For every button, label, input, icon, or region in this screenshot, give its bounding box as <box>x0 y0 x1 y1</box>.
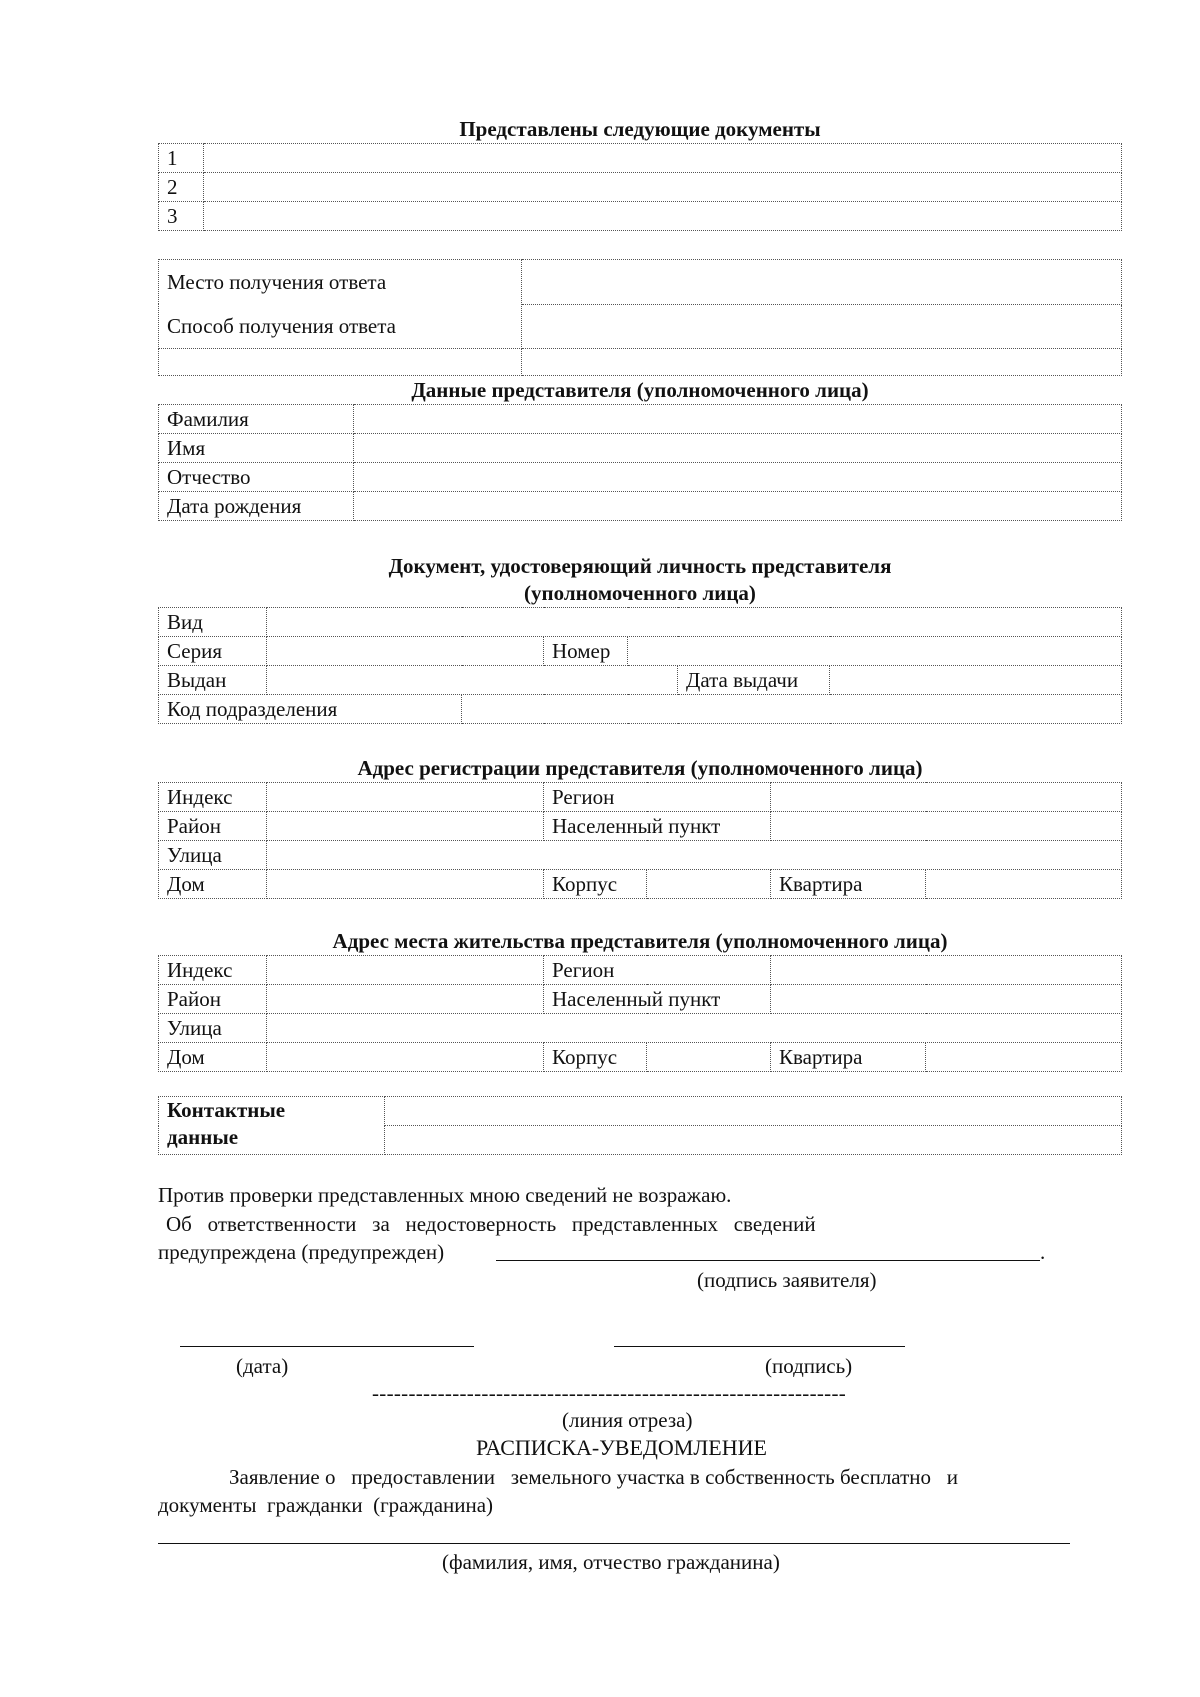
declaration-period: . <box>1040 1240 1046 1264</box>
table-row <box>159 608 1122 637</box>
table-row <box>159 349 1122 376</box>
doc-number-field[interactable] <box>628 637 1122 666</box>
first-name-label: Имя <box>159 434 354 463</box>
table-row <box>159 985 1122 1014</box>
table-row <box>159 434 1122 463</box>
signature-caption: (подпись) <box>765 1354 853 1378</box>
registration-address-title: Адрес регистрации представителя (уполномоченного лица) <box>357 756 923 780</box>
table-row <box>159 666 1122 695</box>
doc-issue-date-field[interactable] <box>830 666 1122 695</box>
date-caption: (дата) <box>236 1354 289 1378</box>
res-street-label: Улица <box>159 1014 267 1043</box>
table-row <box>159 463 1122 492</box>
table-row <box>159 783 1122 812</box>
id-document-title-line2: (уполномоченного лица) <box>524 581 756 605</box>
res-apartment-field[interactable] <box>926 1043 1122 1072</box>
documents-title: Представлены следующие документы <box>459 117 821 141</box>
doc-issue-date-label: Дата выдачи <box>678 666 830 695</box>
applicant-signature-caption: (подпись заявителя) <box>697 1268 877 1292</box>
cut-caption: (линия отреза) <box>562 1408 693 1432</box>
contacts-field-1[interactable] <box>385 1097 1122 1126</box>
declaration-line3: предупреждена (предупрежден) <box>158 1240 445 1264</box>
patronymic-field[interactable] <box>354 463 1122 492</box>
table-row <box>159 1014 1122 1043</box>
division-code-field[interactable] <box>462 695 1122 724</box>
representative-table <box>158 404 1122 521</box>
table-row <box>159 841 1122 870</box>
res-locality-label: Населенный пункт <box>544 985 771 1014</box>
last-name-label: Фамилия <box>159 405 354 434</box>
division-code-label: Код подразделения <box>159 695 462 724</box>
reg-region-label: Регион <box>544 783 771 812</box>
response-method-spacer <box>159 349 522 376</box>
id-document-table <box>158 607 1122 724</box>
reg-house-label: Дом <box>159 870 267 899</box>
document-row-number: 3 <box>159 202 204 231</box>
reg-building-field[interactable] <box>647 870 771 899</box>
res-locality-field[interactable] <box>771 985 1122 1014</box>
contacts-label-line2: данные <box>167 1125 239 1149</box>
doc-number-label: Номер <box>544 637 628 666</box>
table-row <box>159 1043 1122 1072</box>
patronymic-label: Отчество <box>159 463 354 492</box>
document-row-number: 2 <box>159 173 204 202</box>
signature-line[interactable] <box>614 1346 905 1347</box>
document-1-field[interactable] <box>204 144 1122 173</box>
res-house-field[interactable] <box>267 1043 544 1072</box>
reg-building-label: Корпус <box>544 870 647 899</box>
citizen-name-line[interactable] <box>158 1543 1070 1544</box>
reg-region-field[interactable] <box>771 783 1122 812</box>
response-method-field[interactable] <box>522 349 1122 376</box>
table-row <box>159 637 1122 666</box>
doc-issued-field[interactable] <box>267 666 678 695</box>
citizen-name-caption: (фамилия, имя, отчество гражданина) <box>442 1550 780 1574</box>
res-apartment-label: Квартира <box>771 1043 926 1072</box>
contacts-label <box>159 1097 385 1155</box>
doc-type-field[interactable] <box>267 608 1122 637</box>
table-row <box>159 492 1122 521</box>
res-region-label: Регион <box>544 956 771 985</box>
res-house-label: Дом <box>159 1043 267 1072</box>
contacts-table <box>158 1096 1122 1155</box>
res-region-field[interactable] <box>771 956 1122 985</box>
reg-locality-label: Населенный пункт <box>544 812 771 841</box>
table-row <box>159 405 1122 434</box>
response-place-label: Место получения ответа <box>167 270 387 294</box>
contacts-field-2[interactable] <box>385 1126 1122 1155</box>
table-row <box>159 202 1122 231</box>
applicant-signature-line[interactable] <box>496 1260 1040 1261</box>
reg-index-label: Индекс <box>159 783 267 812</box>
res-building-label: Корпус <box>544 1043 647 1072</box>
receipt-title: РАСПИСКА-УВЕДОМЛЕНИЕ <box>476 1435 767 1460</box>
doc-series-label: Серия <box>159 637 267 666</box>
doc-type-label: Вид <box>159 608 267 637</box>
response-place-field[interactable] <box>522 260 1122 305</box>
res-district-label: Район <box>159 985 267 1014</box>
contacts-label-line1: Контактные <box>167 1098 286 1122</box>
date-line[interactable] <box>180 1346 474 1347</box>
cut-line: ----------------------------------------------------------------- <box>372 1381 847 1405</box>
table-row <box>159 173 1122 202</box>
res-index-field[interactable] <box>267 956 544 985</box>
reg-district-field[interactable] <box>267 812 544 841</box>
id-document-title-line1: Документ, удостоверяющий личность представителя <box>388 554 892 578</box>
table-row <box>159 1097 1122 1126</box>
residence-address-table <box>158 955 1122 1072</box>
reg-street-label: Улица <box>159 841 267 870</box>
document-2-field[interactable] <box>204 173 1122 202</box>
first-name-field[interactable] <box>354 434 1122 463</box>
reg-house-field[interactable] <box>267 870 544 899</box>
reg-district-label: Район <box>159 812 267 841</box>
document-3-field[interactable] <box>204 202 1122 231</box>
reg-apartment-label: Квартира <box>771 870 926 899</box>
reg-index-field[interactable] <box>267 783 544 812</box>
birth-date-label: Дата рождения <box>159 492 354 521</box>
doc-series-field[interactable] <box>267 637 544 666</box>
reg-apartment-field[interactable] <box>926 870 1122 899</box>
response-place-field-2[interactable] <box>522 304 1122 349</box>
declaration-line1: Против проверки представленных мною сведений не возражаю. <box>158 1183 732 1207</box>
table-row <box>159 812 1122 841</box>
res-district-field[interactable] <box>267 985 544 1014</box>
doc-issued-label: Выдан <box>159 666 267 695</box>
receipt-line1: Заявление о предоставлении земельного участка в собственность бесплатно и <box>229 1465 958 1489</box>
res-building-field[interactable] <box>647 1043 771 1072</box>
response-table <box>158 259 1122 376</box>
reg-street-field[interactable] <box>267 841 1122 870</box>
document-row-number: 1 <box>159 144 204 173</box>
declaration-line2: Об ответственности за недостоверность представленных сведений <box>166 1212 816 1236</box>
residence-address-title: Адрес места жительства представителя (уполномоченного лица) <box>332 929 948 953</box>
last-name-field[interactable] <box>354 405 1122 434</box>
representative-title: Данные представителя (уполномоченного лица) <box>411 378 869 402</box>
birth-date-field[interactable] <box>354 492 1122 521</box>
table-row <box>159 144 1122 173</box>
receipt-line2: документы гражданки (гражданина) <box>158 1493 494 1517</box>
table-row <box>159 260 1122 305</box>
res-index-label: Индекс <box>159 956 267 985</box>
table-row <box>159 870 1122 899</box>
response-method-label: Способ получения ответа <box>167 314 397 338</box>
reg-locality-field[interactable] <box>771 812 1122 841</box>
table-row <box>159 956 1122 985</box>
response-labels <box>159 260 522 349</box>
table-row <box>159 695 1122 724</box>
documents-table <box>158 143 1122 231</box>
registration-address-table <box>158 782 1122 899</box>
res-street-field[interactable] <box>267 1014 1122 1043</box>
